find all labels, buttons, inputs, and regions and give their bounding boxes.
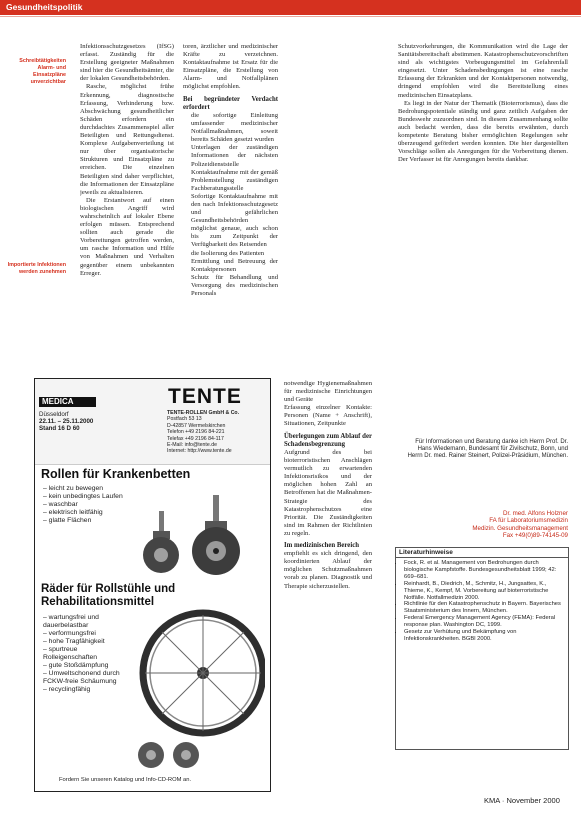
list-item: • Gesetz zur Verhütung und Bekämpfung von Infektionskrankheiten. BGBl 2000.: [404, 629, 565, 643]
ad-footnote: Fordern Sie unseren Katalog und Info-CD-ROM an.: [59, 777, 192, 783]
list-item: – leicht zu bewegen: [43, 485, 123, 493]
col3-paragraph-1: Schutzvorkehrungen, die Kommunikation wird die Lage der Sanitätsbereitschaft abstimmen. Katastrophenschutzvorschriften sind als wichtigstes Vorbeugungsmittel im Gefahrenfall eingesetzt. Unter Schadensbedingungen ist eine rasche Erfassung der Erkrankten und der Kontaktpersonen notwendig, dringend empfohlen wird die Bereitstellung eines medizinischen Einsatzplans.: [398, 43, 568, 99]
page-footer: KMA · November 2000: [484, 796, 560, 805]
list-item: – wartungsfrei und dauerbelastbar: [43, 614, 125, 630]
list-item: – kein unbedingtes Laufen: [43, 493, 123, 501]
col2-list-continued: [284, 380, 372, 429]
list-item: – spurtreue Rolleigenschaften: [43, 646, 125, 662]
list-item: – glatte Flächen: [43, 517, 123, 525]
list-item: – waschbar: [43, 501, 123, 509]
col2-list: [183, 112, 278, 298]
col2-paragraph-1: toren, ärztlicher und medizinischer Kräfte zu verzeichnen. Kontaktaufnahme ist Ersatz für die Einsatzpläne, die Erstellung von Alarm- und Notfallplänen möglichst empfohlen.: [183, 43, 278, 91]
list-item: • die Isolierung des Patienten: [191, 250, 278, 258]
bed-caster-features: [43, 485, 123, 525]
tente-logo: TENTE: [168, 385, 242, 408]
list-item: • Unterlagen der zuständigen Informationen der nächsten Polizeidienststelle: [191, 144, 278, 168]
ad-heading-wheelchair-wheels: Räder für Rollstühle und Rehabilitationsmittel: [41, 583, 176, 608]
ad-header-area: [35, 379, 270, 465]
fair-info: [39, 411, 93, 433]
col2-heading-2: Überlegungen zum Ablauf der Schadensbegrenzung: [284, 432, 372, 448]
literature-box: [395, 547, 569, 750]
list-item: – elektrisch leitfähig: [43, 509, 123, 517]
literature-title: Literaturhinweise: [396, 548, 568, 558]
list-item: – verformungsfrei: [43, 630, 125, 638]
list-item: • die sofortige Einleitung umfassender medizinischer Notfallmaßnahmen, soweit bereits Schäden gesetzt wurden: [191, 112, 278, 144]
col2-paragraph-3: empfiehlt es sich dringend, den koordinierten Ablauf der möglichen Schutzmaßnahmen vorab zu planen. Diagnostik und Therapie sicherzustellen.: [284, 550, 372, 590]
list-item: • Ermittlung und Betreuung der Kontaktpersonen: [191, 258, 278, 274]
list-item: • Federal Emergency Management Agency (FEMA): Federal response plan. Washington DC, 1999.: [404, 615, 565, 629]
medica-logo: MEDICA: [39, 397, 96, 407]
list-item: • möglichst genaue, auch schon bis zum Zeitpunkt der Verfügbarkeit des Reisenden: [191, 225, 278, 249]
tente-advertisement: [34, 378, 271, 792]
ad-heading-bed-casters: Rollen für Krankenbetten: [41, 467, 191, 481]
list-item: • Fock, R. et al. Management von Bedrohungen durch biologische Kampfstoffe. Bundesgesundheitsblatt 1999; 42: 669–681.: [404, 560, 565, 581]
list-item: – hohe Tragfähigkeit: [43, 638, 125, 646]
col1-paragraph-1: Infektionsschutzgesetzes (IfSG) erfasst. Zuständig für die Erstellung geeigneter Maßnahmen sind hier die Gesundheitsämter, die der lokalen Gesundheitsbehörden.: [80, 43, 174, 83]
wheelchair-wheel-features: [43, 614, 125, 694]
list-item: – gute Stoßdämpfung: [43, 662, 125, 670]
article-column-2-continued: [284, 380, 372, 788]
list-item: • Schutz für Behandlung und Versorgung des medizinischen Personals: [191, 274, 278, 298]
wheelchair-wheel-image: [123, 607, 265, 772]
sidenote-infections: Importierte Infektionen werden zunehmen: [7, 262, 66, 275]
list-item: – recyclingfähig: [43, 686, 125, 694]
section-title: Gesundheitspolitik: [6, 2, 83, 12]
author-signature: Dr. med. Alfons Holzner FA für Laboratoriumsmedizin Medizin. Gesundheitsmanagement Fax +49(0)89-74145-09: [472, 510, 568, 540]
list-item: notwendige Hygienemaßnahmen für medizinische Einrichtungen und Geräte: [284, 380, 372, 404]
col2-heading-3: Im medizinischen Bereich: [284, 542, 360, 549]
col1-paragraph-2: Rasche, möglichst frühe Erkennung, diagnostische Erfassung, Verhinderung bzw. Abschwächung gesundheitlicher Schäden erfordern ein durchdachtes Zusammenspiel aller Beteiligten und Rettungsdienst. Komplexe Aufgabenverteilung ist nur über organisatorische Strukturen und Einsatzpläne zu erreichen. Die einzelnen Beteiligten sind daher verpflichtet, die Informationen der Einsatzpläne jeweils zu aktualisieren.: [80, 83, 174, 196]
address-lines: Postfach 53 13 D-42857 Wermelskirchen Telefon +49 2196 84-221 Telefax +49 2196 84-117 E-Mail: info@tente.de Internet: http://www.tente.de: [167, 416, 232, 455]
caster-wheels-image: [127, 491, 267, 579]
acknowledgement-note: Für Informationen und Beratung danke ich Herrn Prof. Dr. Hans Wiedemann, Bundesamt für Zivilschutz, Bonn, und Herrn Dr. med. Rainer Steinert, Polizei-Präsidium, München.: [407, 439, 568, 460]
col3-paragraph-2: Es liegt in der Natur der Thematik (Bioterrorismus), dass die Bedrohungspotentiale ständig und ganz zeitlich Aufgaben der Bundeswehr zuzuordnen sind. In diesem Zusammenhang sollte auch bedacht werden, dass die bereits erwähnten, durch kompetente Beratung bisher ermöglichten Regelungen sehr überzeugend gefördert werden konnten. Die hier dargestellten Vorschläge sollen als Anregungen für die Vorbereitung dienen. Der Verfasser ist für Anregungen bereits dankbar.: [398, 99, 568, 164]
header-rule: [0, 16, 581, 17]
list-item: • Sofortige Kontaktaufnahme mit den nach Infektionsschutzgesetz und gefährlichen Gesundheitsbehörden: [191, 193, 278, 225]
fair-dates: 22.11. – 25.11.2000: [39, 418, 94, 426]
sidenote-alarm: Schreibtätigkeiten Alarm- und Einsatzpläne unverzichtbar: [19, 58, 66, 85]
company-address: [167, 410, 239, 455]
col2-heading-1: Bei begründeter Verdacht erfordert: [183, 95, 278, 111]
article-column-2: [183, 43, 278, 378]
section-header: [0, 0, 581, 15]
list-item: • Reinhardt, B., Diedrich, M., Schmitz, H., Jungsattes, K., Thieme, K., Kempf, M. Vorbereitung auf bioterroristische Notfälle. Notfallmedizin 2000.: [404, 581, 565, 602]
fair-stand: Stand 16 D 60: [39, 425, 80, 433]
list-item: • Richtlinie für den Katastrophenschutz in Bayern. Bayerisches Staatsministerium des Innern, München.: [404, 601, 565, 615]
fair-city: Düsseldorf: [39, 411, 69, 418]
list-item: • Kontaktaufnahme mit der gemäß Problemstellung zuständigen Fachberatungsstelle: [191, 169, 278, 193]
col1-paragraph-3: Die Erstantwort auf einen biologischen Angriff wird wahrscheinlich auf lokaler Ebene erfolgen müssen. Entsprechend sollten auch gerade die Vorbereitungen getroffen werden, um rasche Information und Hilfe von Maßnahmen und Verhalten gegenüber einem unbekannten Erreger.: [80, 196, 174, 277]
article-column-1: [80, 43, 174, 366]
list-item: – Umweltschonend durch FCKW-freie Schäumung: [43, 670, 125, 686]
company-name: TENTE-ROLLEN GmbH & Co.: [167, 410, 240, 416]
literature-list: [396, 558, 568, 643]
article-column-3: [398, 43, 568, 435]
col2-paragraph-2: Aufgrund des bei bioterroristischen Anschlägen vermutlich zu erwartenden Infektionsrisikos und der möglichen hohen Zahl an Betroffenen hat die Maßnahmen-Strategie des Katastrophenschutzes eine Priorität. Die Zuständigkeiten sind im Rahmen der Richtlinien zu regeln.: [284, 448, 372, 537]
list-item: Erfassung einzelner Kontakte: Personen (Name + Anschrift), Situationen, Zeitpunkte: [284, 404, 372, 428]
